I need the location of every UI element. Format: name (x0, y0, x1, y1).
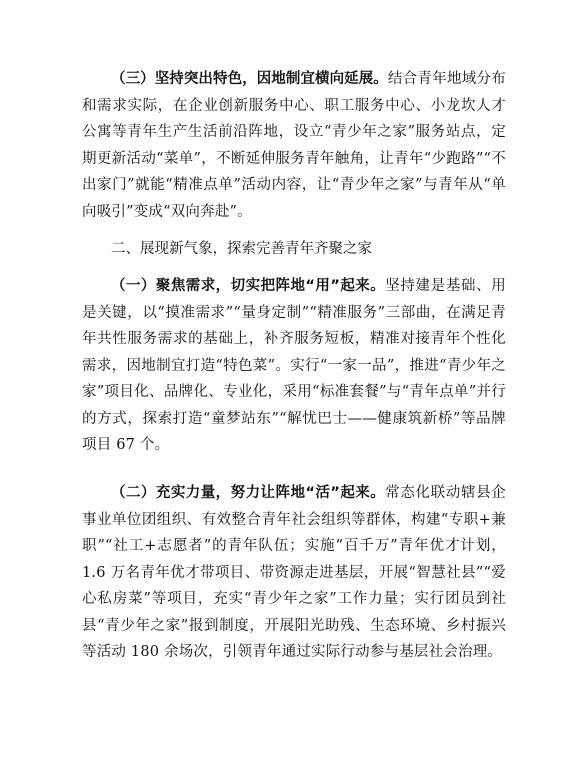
paragraph-body: 坚持建是基础、用是关键，以“摸准需求”“量身定制”“精准服务”三部曲，在满足青年共性服务需求的基础上，补齐服务短板，精准对接青年个性化需求，因地制宜打造“特色菜”。实行“一家一品”，推进“青少年之家”项目化、品牌化、专业化，采用“标准套餐”与“青年点单”并行的方式，探索打造“童梦站东”“解忧巴士——健康筑新桥”等品牌项目 67 个。 (82, 278, 506, 453)
paragraph-lead: （一）聚焦需求，切实把阵地“用”起来。 (111, 278, 386, 294)
paragraph-section-2-1 (82, 273, 506, 459)
paragraph-section-1-3 (82, 66, 506, 225)
paragraph-body: 结合青年地域分布和需求实际，在企业创新服务中心、职工服务中心、小龙坎人才公寓等青年生产生活前沿阵地，设立“青少年之家”服务站点，定期更新活动“菜单”，不断延伸服务青年触角，让青年“少跑路”“不出家门”就能“精准点单”活动内容，让“青少年之家”与青年从“单向吸引”变成“双向奔赴”。 (82, 71, 506, 220)
paragraph-body: 常态化联动辖县企事业单位团组织、有效整合青年社会组织等群体，构建“专职+兼职”“社工+志愿者”的青年队伍；实施“百千万”青年优才计划，1.6 万名青年优才带项目、带资源走进基层，开展“智慧社县”“爱心私房菜”等项目，充实“青少年之家”工作力量；实行团员到社县“青少年之家”报到制度，开展阳光助残、生态环境、乡村振兴等活动 180 余场次，引领青年通过实际行动参与基层社会治理。 (82, 485, 506, 660)
paragraph-lead: （三）坚持突出特色，因地制宜横向延展。 (111, 71, 388, 87)
section-heading (82, 236, 506, 263)
section-heading-text: 二、展现新气象，探索完善青年齐聚之家 (111, 241, 372, 257)
paragraph-section-2-2 (82, 480, 506, 666)
paragraph-lead: （二）充实力量，努力让阵地“活”起来。 (111, 485, 386, 501)
